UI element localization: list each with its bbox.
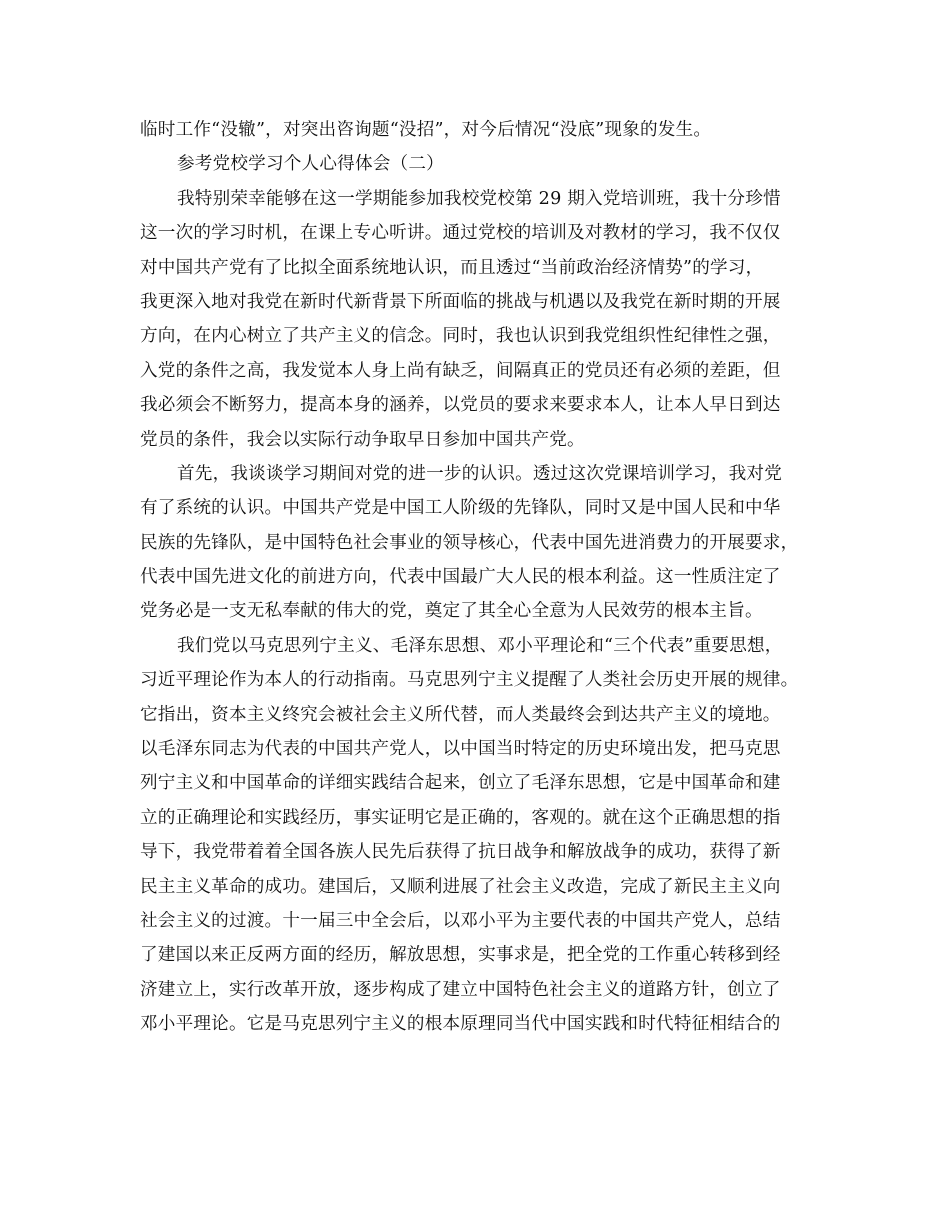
text-line: 了建国以来正反两方面的经历，解放思想，实事求是，把全党的工作重心转移到经 — [140, 945, 781, 966]
body-text — [140, 113, 825, 1042]
text-line: 习近平理论作为本人的行动指南。马克思列宁主义提醒了人类社会历史开展的规律。 — [140, 670, 799, 691]
text-line: 入党的条件之高，我发觉本人身上尚有缺乏，间隔真正的党员还有必须的差距，但 — [140, 360, 781, 381]
text-line: 导下，我党带着着全国各族人民先后获得了抗日战争和解放战争的成功，获得了新 — [140, 842, 781, 863]
text-line: 民主主义革命的成功。建国后，又顺利进展了社会主义改造，完成了新民主主义向 — [140, 876, 781, 897]
text-line: 有了系统的认识。中国共产党是中国工人阶级的先锋队，同时又是中国人民和中华 — [140, 498, 781, 519]
text-line: 代表中国先进文化的前进方向，代表中国最广大人民的根本利益。这一性质注定了 — [140, 567, 781, 588]
text-line: 以毛泽东同志为代表的中国共产党人，以中国当时特定的历史环境出发，把马克思 — [140, 739, 781, 760]
text-line: 列宁主义和中国革命的详细实践结合起来，创立了毛泽东思想，它是中国革命和建 — [140, 773, 781, 794]
text-line: 临时工作“没辙”，对突出咨询题“没招”，对今后情况“没底”现象的发生。 — [140, 120, 712, 140]
section-heading: 参考党校学习个人心得体会（二） — [177, 154, 444, 175]
text-line: 方向，在内心树立了共产主义的信念。同时，我也认识到我党组织性纪律性之强， — [140, 326, 781, 347]
text-line: 这一次的学习时机，在课上专心听讲。通过党校的培训及对教材的学习，我不仅仅 — [140, 223, 781, 244]
text-line: 济建立上，实行改革开放，逐步构成了建立中国特色社会主义的道路方针，创立了 — [140, 979, 781, 1000]
text-line: 党员的条件，我会以实际行动争取早日参加中国共产党。 — [140, 429, 585, 450]
text-line: 邓小平理论。它是马克思列宁主义的根本原理同当代中国实践和时代特征相结合的 — [140, 1014, 781, 1035]
text-line: 我必须会不断努力，提高本身的涵养，以党员的要求来要求本人，让本人早日到达 — [140, 395, 781, 416]
text-line: 社会主义的过渡。十一届三中全会后，以邓小平为主要代表的中国共产党人，总结 — [140, 910, 781, 931]
text-line: 我特别荣幸能够在这一学期能参加我校党校第 29 期入党培训班，我十分珍惜 — [177, 188, 781, 209]
text-line: 我们党以马克思列宁主义、毛泽东思想、邓小平理论和“三个代表”重要思想， — [177, 635, 783, 656]
text-line: 民族的先锋队，是中国特色社会事业的领导核心，代表中国先进消费力的开展要求， — [140, 532, 799, 553]
text-line: 我更深入地对我党在新时代新背景下所面临的挑战与机遇以及我党在新时期的开展 — [140, 291, 781, 312]
text-line: 对中国共产党有了比拟全面系统地认识，而且透过“当前政治经济情势”的学习， — [140, 257, 764, 278]
text-line: 首先，我谈谈学习期间对党的进一步的认识。透过这次党课培训学习，我对党 — [177, 463, 782, 484]
text-line: 立的正确理论和实践经历，事实证明它是正确的，客观的。就在这个正确思想的指 — [140, 807, 781, 828]
text-line: 它指出，资本主义终究会被社会主义所代替，而人类最终会到达共产主义的境地。 — [140, 704, 781, 725]
text-line: 党务必是一支无私奉献的伟大的党，奠定了其全心全意为人民效劳的根本主旨。 — [140, 601, 763, 622]
